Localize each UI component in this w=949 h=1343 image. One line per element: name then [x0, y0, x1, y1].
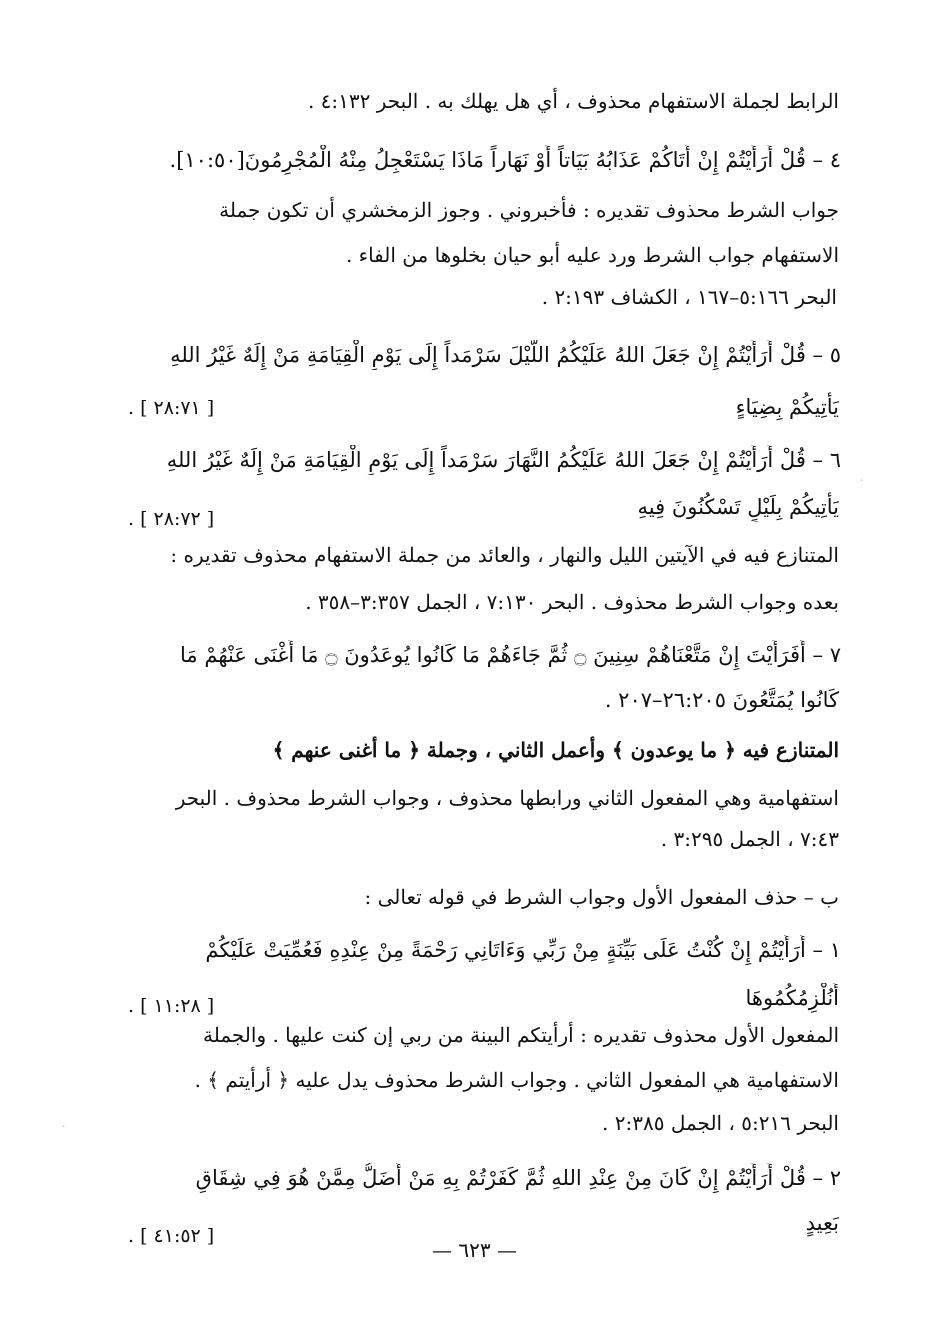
verse-line-b1: ١ – أَرَأَيْتُمْ إِنْ كُنْتُ عَلَى بَيِّنَةٍ مِنْ رَبِّي وَءَاتَانِي رَحْمَةً مِنْ عِنْدِهِ فَعُمِّيَتْ عَلَيْكُمْ — [205, 938, 841, 962]
verse-line-7: ٧ – أَفَرَأَيْتَ إِنْ مَتَّعْنَاهُمْ سِنِينَ ۝ ثُمَّ جَاءَهُمْ مَا كَانُوا يُوعَدُونَ ۝ مَا أَغْنَى عَنْهُمْ مَا — [180, 643, 841, 667]
verse-line-6-cont: يَأْتِيكُمْ بِلَيْلٍ تَسْكُنُونَ فِيهِ — [637, 495, 839, 519]
verse-line-5: ٥ – قُلْ أَرَأَيْتُمْ إِنْ جَعَلَ اللهُ عَلَيْكُمُ اللَّيْلَ سَرْمَداً إِلَى يَوْمِ الْقِيَامَةِ مَنْ إِلَهٌ غَيْرُ اللهِ — [170, 343, 841, 367]
quran-reference-2: [ ٢٨:٧٢ ] . — [128, 508, 215, 530]
text-line-4: الاستفهام جواب الشرط ورد عليه أبو حيان بخلوها من الفاء . — [345, 243, 839, 267]
scan-speck: ˙ — [60, 1124, 67, 1140]
text-line-20: المفعول الأول محذوف تقديره : أرأيتكم البينة من ربي إن كنت عليها . والجملة — [202, 1023, 839, 1047]
text-line-21: الاستفهامية هي المفعول الثاني . وجواب الشرط محذوف يدل عليه ﴿ أرأيتم ﴾ . — [194, 1068, 839, 1092]
source-line-1: البحر ٥:١٦٦–١٦٧ ، الكشاف ٢:١٩٣ . — [541, 285, 837, 309]
verse-line-6: ٦ – قُلْ أَرَأَيْتُمْ إِنْ جَعَلَ اللهُ عَلَيْكُمُ النَّهَارَ سَرْمَداً إِلَى يَوْمِ الْقِيَامَةِ مَنْ إِلَهٌ غَيْرُ اللهِ — [166, 448, 841, 472]
quran-reference-1: [ ٢٨:٧١ ] . — [128, 397, 215, 419]
quran-reference-4: [ ٤١:٥٢ ] . — [128, 1225, 215, 1247]
quran-reference-3: [ ١١:٢٨ ] . — [128, 995, 215, 1017]
verse-line-5-cont: يَأْتِيكُمْ بِضِيَاءٍ — [735, 395, 839, 419]
verse-line-b2-cont: بَعِيدٍ — [805, 1211, 839, 1235]
section-heading-b: ب – حذف المفعول الأول وجواب الشرط في قوله تعالى : — [364, 885, 839, 909]
verse-line-4: ٤ – قُلْ أَرَأَيْتُمْ إِنْ أَتَاكُمْ عَذَابُهُ بَيَاتاً أَوْ نَهَاراً مَاذَا يَسْتَعْجِلُ مِنْهُ الْمُجْرِمُونَ[١٠:٥٠]. — [169, 148, 841, 172]
text-line-16: ٧:٤٣ ، الجمل ٣:٢٩٥ . — [660, 827, 839, 851]
text-line-1: الرابط لجملة الاستفهام محذوف ، أي هل يهلك به . البحر ٤:١٣٢ . — [307, 89, 839, 113]
text-line-22: البحر ٥:٢١٦ ، الجمل ٢:٣٨٥ . — [602, 1111, 839, 1135]
text-line-15: استفهامية وهي المفعول الثاني ورابطها محذوف ، وجواب الشرط محذوف . البحر — [175, 786, 839, 810]
scan-speck: ˙ — [858, 478, 865, 494]
verse-line-b1-cont: أَنُلْزِمُكُمُوهَا — [745, 986, 839, 1010]
text-line-11: بعده وجواب الشرط محذوف . البحر ٧:١٣٠ ، الجمل ٣:٣٥٧–٣٥٨ . — [305, 590, 839, 614]
text-line-14: المتنازع فيه ﴿ ما يوعدون ﴾ وأعمل الثاني ، وجملة ﴿ ما أغنى عنهم ﴾ — [272, 738, 839, 762]
text-line-3: جواب الشرط محذوف تقديره : فأخبروني . وجوز الزمخشري أن تكون جملة — [219, 198, 839, 222]
verse-line-b2: ٢ – قُلْ أَرَأَيْتُمْ إِنْ كَانَ مِنْ عِنْدِ اللهِ ثُمَّ كَفَرْتُمْ بِهِ مَنْ أَضَلُّ مِمَّنْ هُوَ فِي شِقَاقٍ — [195, 1166, 841, 1190]
text-line-10: المتنازع فيه في الآيتين الليل والنهار ، والعائد من جملة الاستفهام محذوف تقديره : — [170, 543, 839, 567]
verse-line-7-cont: كَانُوا يُمَتَّعُونَ ٢٦:٢٠٥–٢٠٧ . — [604, 688, 839, 712]
page-number: — ٦٢٣ — — [432, 1238, 517, 1262]
